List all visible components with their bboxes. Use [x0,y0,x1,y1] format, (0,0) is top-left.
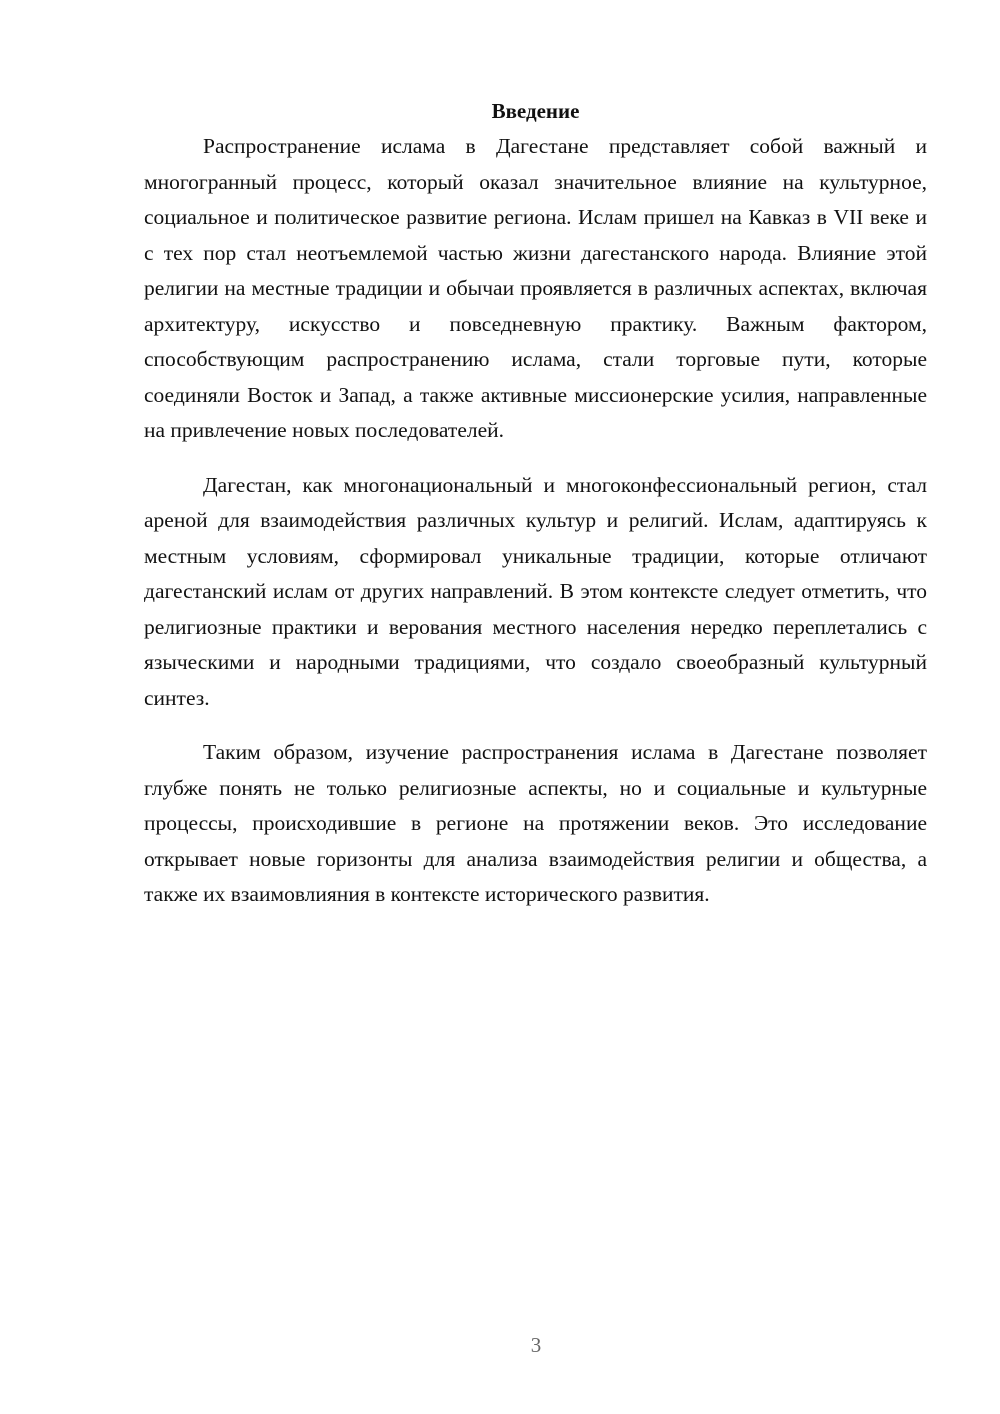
page-number: 3 [530,1333,542,1357]
page-content [144,96,927,932]
paragraph-3: Таким образом, изучение распространения ислама в Дагестане позволяет глубже понять не только религиозные аспекты, но и социальные и культурные процессы, происходившие в регионе на протяжении веков. Это исследование открывает новые горизонты для анализа взаимодействия религии и общества, а также их взаимовлияния в контексте исторического развития. [144,740,927,906]
section-heading: Введение [491,99,580,123]
paragraph-2: Дагестан, как многонациональный и многоконфессиональный регион, стал ареной для взаимодействия различных культур и религий. Ислам, адаптируясь к местным условиям, сформировал уникальные традиции, которые отличают дагестанский ислам от других направлений. В этом контексте следует отметить, что религиозные практики и верования местного населения нередко переплетались с языческими и народными традициями, что создало своеобразный культурный синтез. [144,472,927,710]
paragraph-1: Распространение ислама в Дагестане представляет собой важный и многогранный процесс, который оказал значительное влияние на культурное, социальное и политическое развитие региона. Ислам пришел на Кавказ в VII веке и с тех пор стал неотъемлемой частью жизни дагестанского народа. Влияние этой религии на местные традиции и обычаи проявляется в различных аспектах, включая архитектуру, искусство и повседневную практику. Важным фактором, способствующим распространению ислама, стали торговые пути, которые соединяли Восток и Запад, а также активные миссионерские усилия, направленные на привлечение новых последователей. [144,134,927,442]
